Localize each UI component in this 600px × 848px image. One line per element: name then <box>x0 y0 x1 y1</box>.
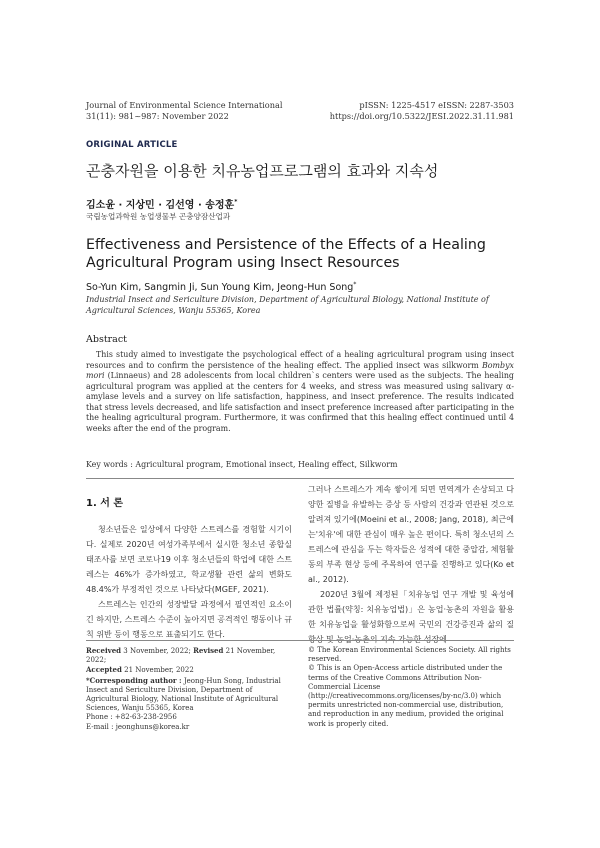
journal-citation <box>86 100 283 122</box>
section-heading: 1. 서 론 <box>86 498 124 509</box>
english-title: Effectiveness and Persistence of the Effects of a Healing Agricultural Program using Insect Resources <box>86 237 486 271</box>
article-history <box>86 646 296 732</box>
korean-author-names: 김소윤 · 지상민 · 김선영 · 송정훈 <box>86 200 235 211</box>
abstract-part-a: This study aimed to investigate the psychological effect of a healing agricultural program using insect resources and to confirm the persistence of the healing effect. The applied insect was silkworm <box>86 350 514 370</box>
keywords <box>86 460 514 469</box>
corresponding-author: *Corresponding author : Jeong-Hun Song, Industrial Insect and Sericulture Division, Department of Agricultural Biology, National Institute of Agricultural Sciences, Wanju 55365, Korea <box>86 675 281 713</box>
abstract-part-b: (Linnaeus) and 28 adolescents from local children`s centers were used as the subjects. The healing agricultural program was applied at the centers for 4 weeks, and stress was measured using salivary α-amylase levels and a survey on life satisfaction, happiness, and insect preference. The results indicated that stress levels decreased, and life satisfaction and insect preference increased after participating in the the healing agricultural program. Furthermore, it was confirmed that this healing effect continued until 4 weeks after the end of the program. <box>86 371 514 433</box>
corresponding-mark: * <box>234 198 238 206</box>
divider <box>86 478 514 479</box>
abstract-heading: Abstract <box>86 334 127 345</box>
keywords-label: Key words : <box>86 460 136 469</box>
journal-volume: 31(11): 981~987: November 2022 <box>86 111 229 121</box>
accepted-line: Accepted 21 November, 2022 <box>86 665 194 675</box>
body-column-right <box>308 482 514 647</box>
phone: Phone : +82-63-238-2956 <box>86 713 177 722</box>
copyright: © The Korean Environmental Sciences Society. All rights reserved. <box>308 646 511 664</box>
license-notice <box>308 646 518 729</box>
species-name: Bombyx mori <box>86 360 514 380</box>
english-affiliation: Industrial Insect and Sericulture Division, Department of Agricultural Biology, National Institute of Agricultural Sciences, Wanju 55365, Korea <box>86 295 489 315</box>
english-author-names: So-Yun Kim, Sangmin Ji, Sun Young Kim, Jeong-Hun Song <box>86 282 354 294</box>
body-column-left <box>86 522 292 642</box>
issn: pISSN: 1225-4517 eISSN: 2287-3503 <box>359 100 514 110</box>
korean-affiliation: 국립농업과학원 농업생물부 곤충양잠산업과 <box>86 212 231 221</box>
paragraph: 스트레스는 인간의 성장발달 과정에서 필연적인 요소이긴 하지만, 스트레스 수준이 높아지면 공격적인 행동이나 규칙 위반 등이 행동으로 표출되기도 한다. <box>86 600 292 639</box>
paragraph: 2020년 3월에 제정된「치유농업 연구 개발 및 육성에 관한 법률(약칭: 치유농업법)」은 농업·농촌의 자원을 활용한 치유농업을 활성화함으로써 국민의 건강증진과 삶의 질 향상 및 농업·농촌의 지속 가능한 성장에 <box>308 590 514 644</box>
article-type: ORIGINAL ARTICLE <box>86 140 178 150</box>
korean-authors <box>86 196 237 211</box>
doi-link[interactable]: https://doi.org/10.5322/JESI.2022.31.11.981 <box>329 111 514 121</box>
korean-title: 곤충자원을 이용한 치유농업프로그램의 효과와 지속성 <box>86 162 439 180</box>
paragraph: 그러나 스트레스가 계속 쌓이게 되면 면역계가 손상되고 다양한 질병을 유발하는 증상 등 사람의 건강과 연관된 것으로 알려져 있기에(Moeini et al., 2008; Jang, 2018), 최근에는'치유'에 대한 관심이 매우 높은 편이다. 특히 청소년의 스트레스에 관심을 두는 학자들은 성적에 대한 중압감, 체험활동의 부족 현상 등에 주목하여 연구를 진행하고 있다(Ko et al., 2012). <box>308 485 515 584</box>
email[interactable]: E-mail : jeonghuns@korea.kr <box>86 722 190 731</box>
journal-name: Journal of Environmental Science International <box>86 100 283 110</box>
license-text: © This is an Open-Access article distributed under the terms of the Creative Commons Attribution Non-Commercial License (http://creativecommons.org/licenses/by-nc/3.0) which permits unrestricted non-commercial use, distribution, and reproduction in any medium, provided the original work is properly cited. <box>308 664 504 728</box>
journal-identifiers <box>330 100 514 122</box>
keywords-text: Agricultural program, Emotional insect, Healing effect, Silkworm <box>135 460 398 469</box>
received-line: Received 3 November, 2022; Revised 21 November, 2022; <box>86 646 276 665</box>
english-authors <box>86 281 356 293</box>
paragraph: 청소년들은 일상에서 다양한 스트레스를 경험할 시기이다. 실제로 2020년 여성가족부에서 실시한 청소년 종합실태조사를 보면 코로나19 이후 청소년들의 학업에 대한 스트레스는 46%가 증가하였고, 학교생활 관련 삶의 변화도 48.4%가 부정적인 것으로 나타났다(MGEF, 2021). <box>86 525 292 594</box>
corresponding-mark-en: * <box>353 281 357 288</box>
footnote-divider <box>86 640 514 641</box>
abstract-text <box>86 350 514 434</box>
